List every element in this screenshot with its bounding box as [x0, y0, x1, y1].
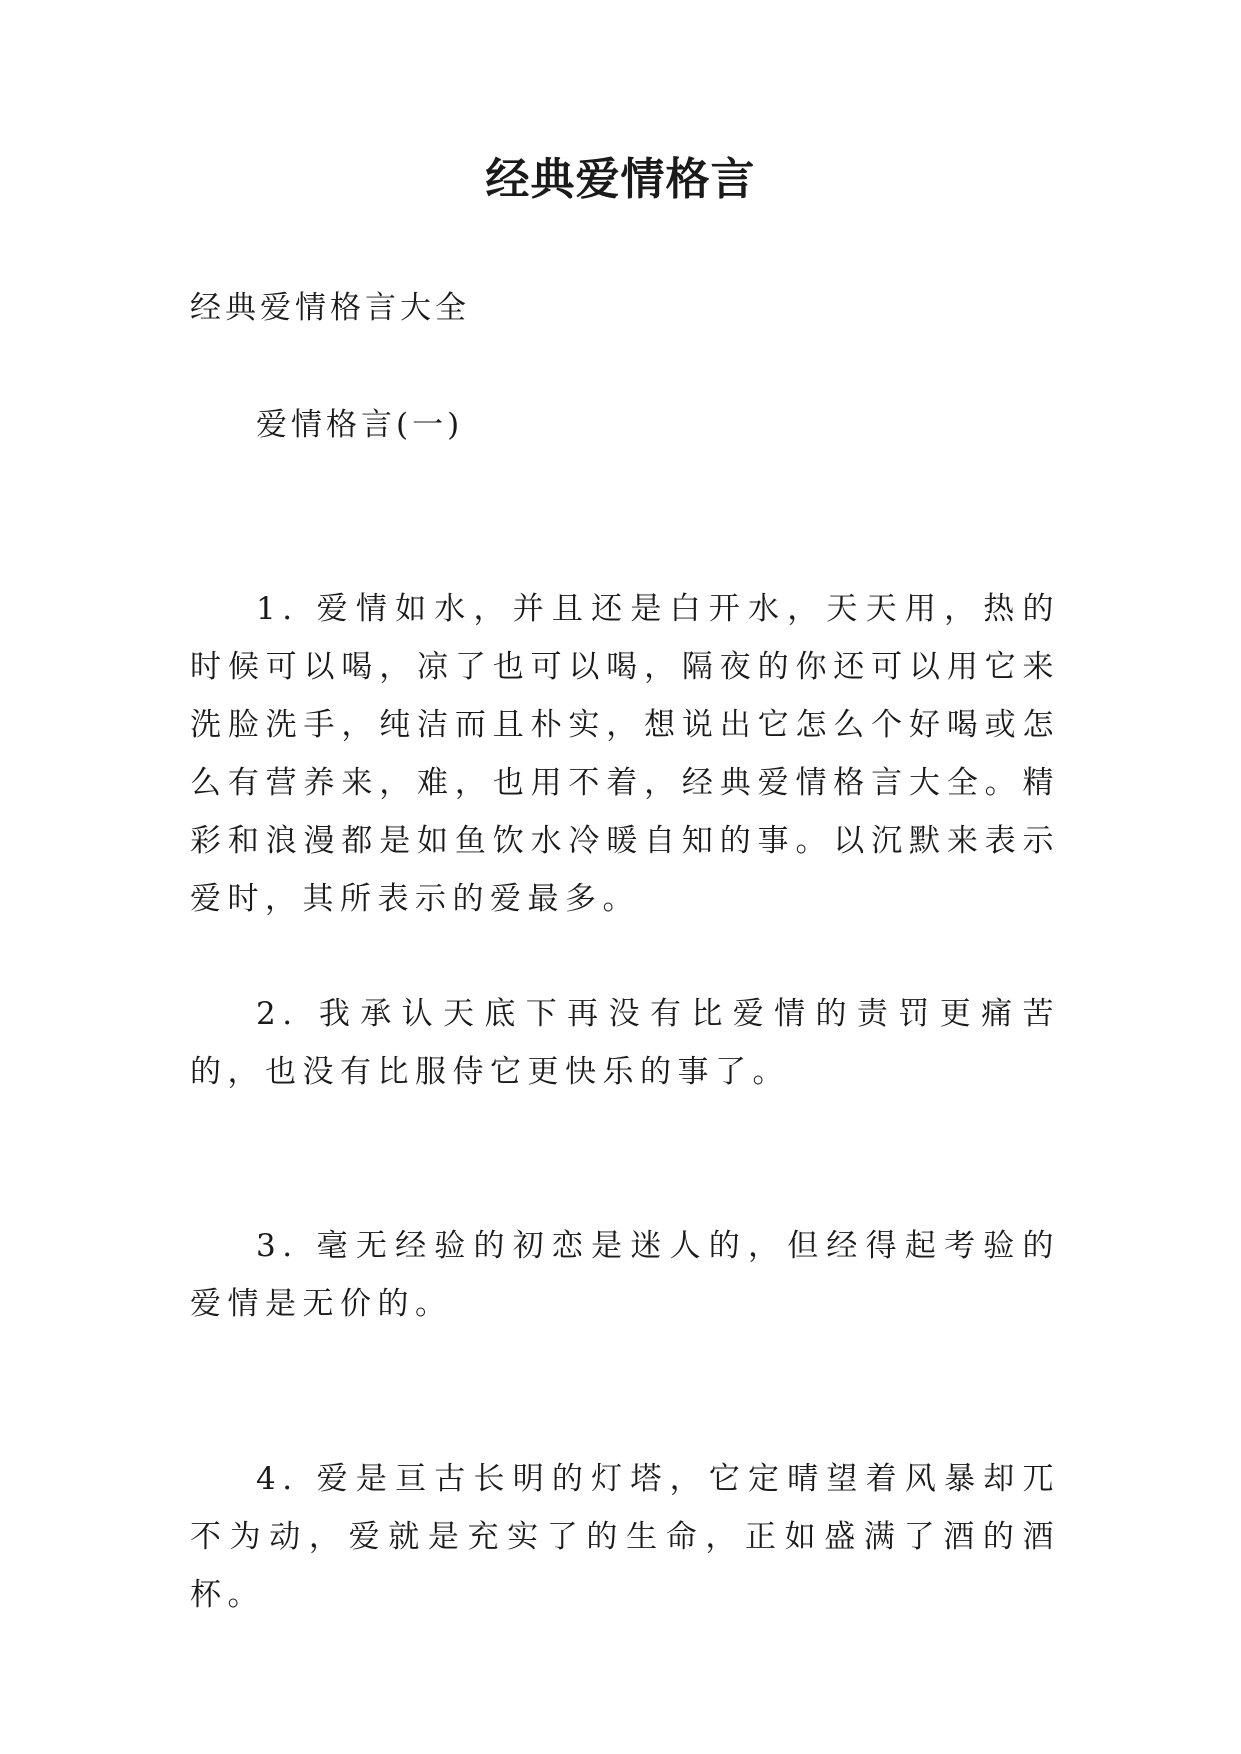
- quote-paragraph: 2. 我承认天底下再没有比爱情的责罚更痛苦的，也没有比服侍它更快乐的事了。: [190, 996, 1060, 1090]
- document-title: 经典爱情格言: [485, 154, 756, 205]
- quote-paragraph: 4. 爱是亘古长明的灯塔，它定晴望着风暴却兀不为动，爱就是充实了的生命，正如盛满了酒的酒杯。: [190, 1461, 1060, 1613]
- quote-paragraph: 1. 爱情如水，并且还是白开水，天天用，热的时候可以喝，凉了也可以喝，隔夜的你还可以用它来洗脸洗手，纯洁而且朴实，想说出它怎么个好喝或怎么有营养来，难，也用不着，经典爱情格言大全。精彩和浪漫都是如鱼饮水冷暖自知的事。以沉默来表示爱时，其所表示的爱最多。: [190, 591, 1060, 917]
- quote-paragraph: 3. 毫无经验的初恋是迷人的，但经得起考验的爱情是无价的。: [190, 1228, 1060, 1322]
- document-subtitle: 经典爱情格言大全: [190, 290, 470, 326]
- section-heading: 爱情格言(一): [256, 407, 464, 443]
